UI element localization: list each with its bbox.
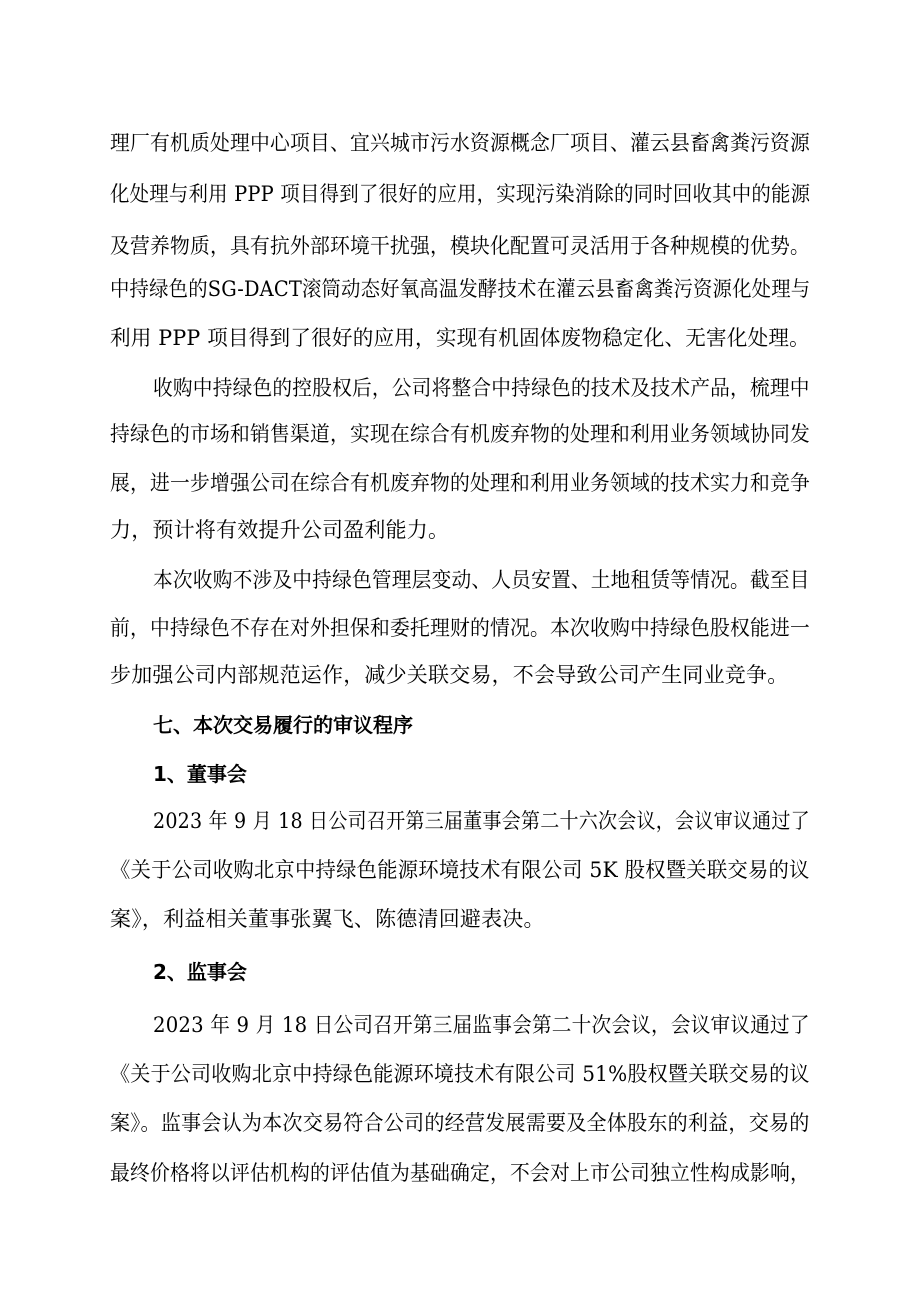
paragraph-2-line-2: 持绿色的市场和销售渠道，实现在综合有机废弃物的处理和利用业务领域协同发: [110, 422, 811, 446]
section-heading: 七、本次交易履行的审议程序: [153, 713, 413, 737]
paragraph-3-line-2: 前，中持绿色不存在对外担保和委托理财的情况。本次收购中持绿色股权能进一: [110, 616, 811, 640]
paragraph-2-line-1: 收购中持绿色的控股权后，公司将整合中持绿色的技术及技术产品，梳理中: [153, 376, 810, 400]
paragraph-1-line-1: 理厂有机质处理中心项目、宜兴城市污水资源概念厂项目、灌云县畜禽粪污资源: [110, 131, 811, 155]
paragraph-5-line-3: 案》。监事会认为本次交易符合公司的经营发展需要及全体股东的利益，交易的: [110, 1111, 810, 1135]
paragraph-4-line-2: 《关于公司收购北京中持绿色能源环境技术有限公司 5K 股权暨关联交易的议: [110, 858, 810, 882]
sub-heading-supervisory: 2、监事会: [153, 960, 247, 984]
sub-heading-board: 1、董事会: [153, 762, 247, 786]
paragraph-5-line-1: 2023 年 9 月 18 日公司召开第三届监事会第二十次会议，会议审议通过了: [153, 1013, 810, 1037]
paragraph-2-line-3: 展，进一步增强公司在综合有机废弃物的处理和利用业务领域的技术实力和竞争: [110, 471, 811, 495]
paragraph-3-line-3: 步加强公司内部规范运作，减少关联交易，不会导致公司产生同业竞争。: [110, 663, 789, 687]
paragraph-5-line-4: 最终价格将以评估机构的评估值为基础确定，不会对上市公司独立性构成影响，: [110, 1161, 811, 1185]
paragraph-1-line-3: 及营养物质，具有抗外部环境干扰强，模块化配置可灵活用于各种规模的优势。: [110, 234, 811, 258]
paragraph-3-line-1: 本次收购不涉及中持绿色管理层变动、人员安置、土地租赁等情况。截至目: [153, 568, 810, 592]
paragraph-1-line-2: 化处理与利用 PPP 项目得到了很好的应用，实现污染消除的同时回收其中的能源: [110, 182, 811, 206]
paragraph-5-line-2: 《关于公司收购北京中持绿色能源环境技术有限公司 51%股权暨关联交易的议: [110, 1062, 810, 1086]
paragraph-1-line-4: 中持绿色的SG-DACT滚筒动态好氧高温发酵技术在灌云县畜禽粪污资源化处理与: [110, 277, 811, 301]
paragraph-4-line-3: 案》，利益相关董事张翼飞、陈德清回避表决。: [110, 907, 545, 931]
paragraph-2-line-4: 力，预计将有效提升公司盈利能力。: [110, 518, 450, 542]
paragraph-1-line-5: 利用 PPP 项目得到了很好的应用，实现有机固体废物稳定化、无害化处理。: [110, 326, 810, 350]
paragraph-4-line-1: 2023 年 9 月 18 日公司召开第三届董事会第二十六次会议，会议审议通过了: [153, 809, 810, 833]
